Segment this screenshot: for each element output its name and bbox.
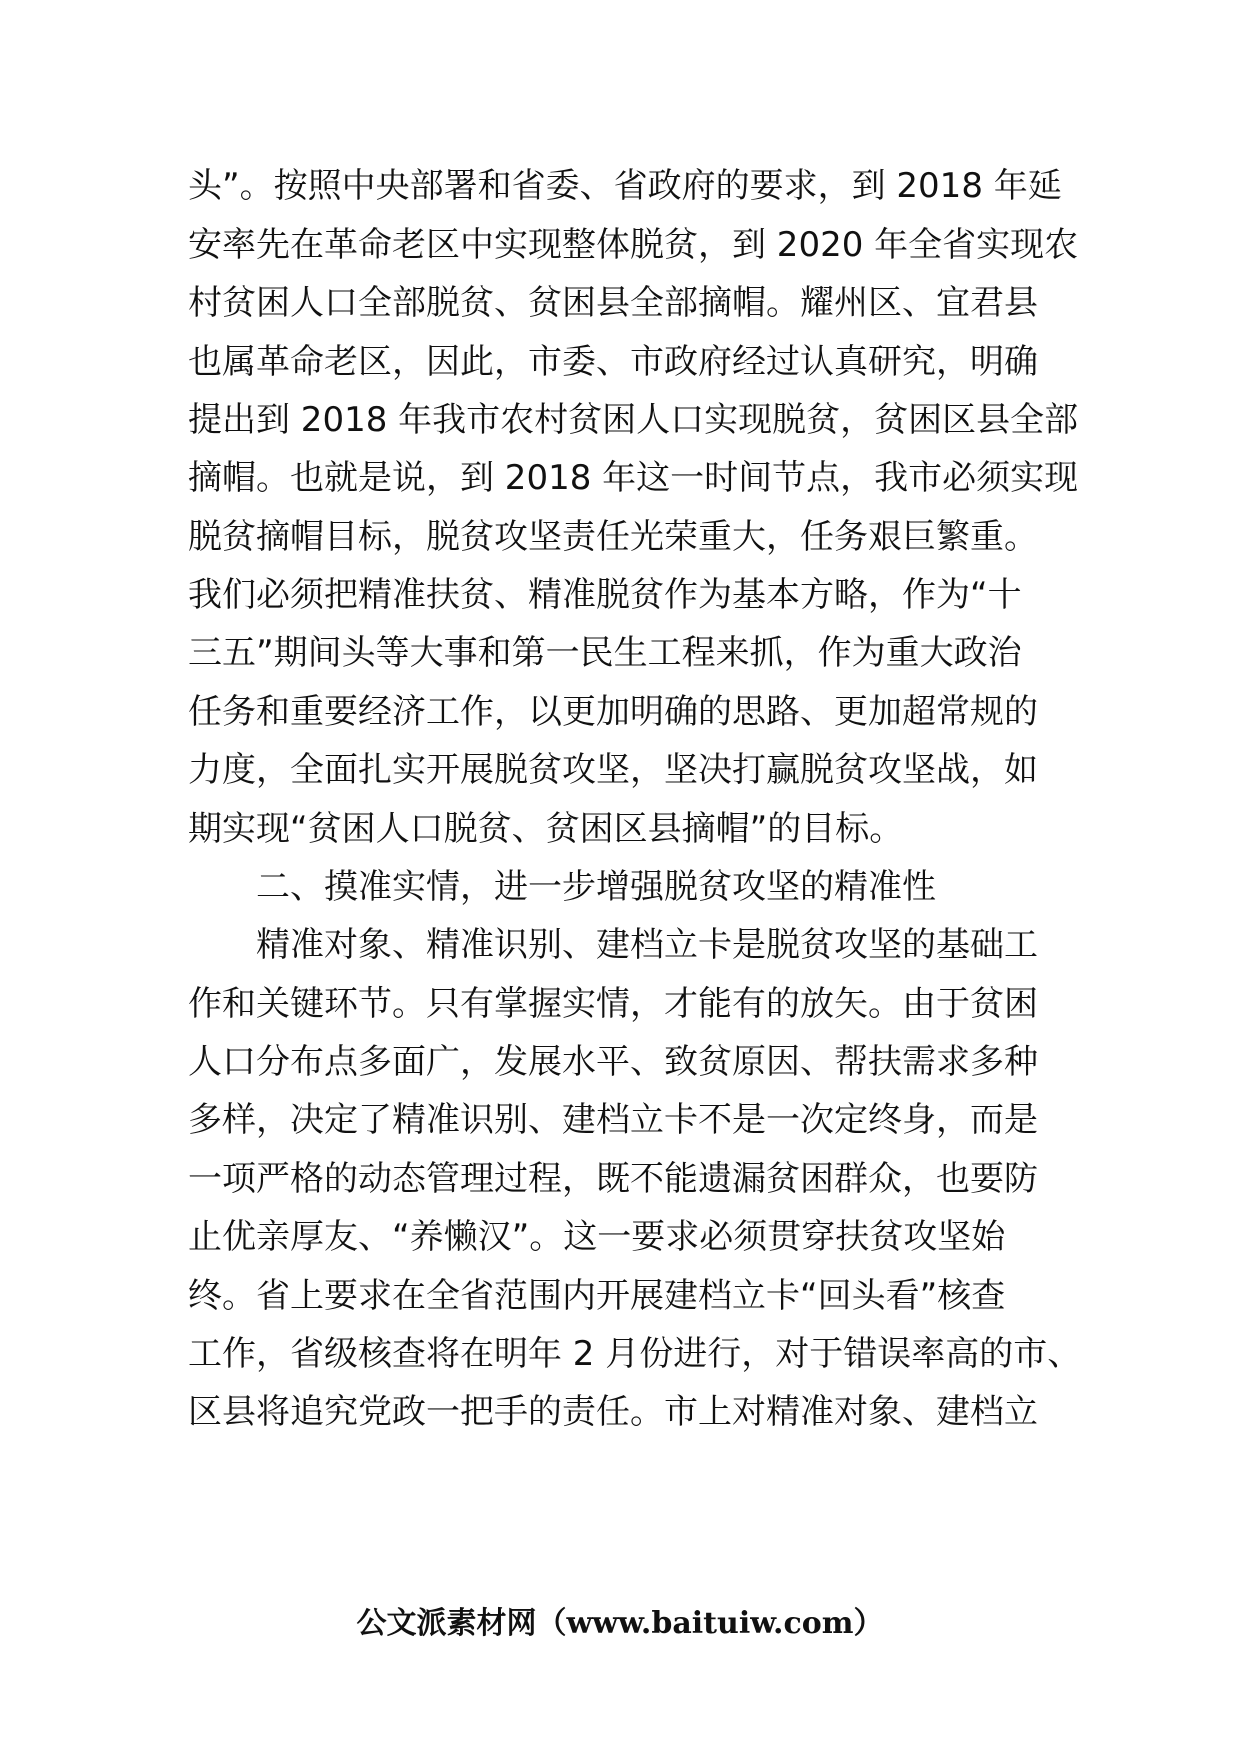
- text-line: 作和关键环节。只有掌握实情，才能有的放矢。由于贫困: [188, 984, 1038, 1024]
- text-line: 期实现“贫困人口脱贫、贫困区县摘帽”的目标。: [188, 809, 904, 849]
- text-line: 头”。按照中央部署和省委、省政府的要求，到 2018 年延: [188, 166, 1062, 206]
- text-line: 精准对象、精准识别、建档立卡是脱贫攻坚的基础工: [188, 925, 1038, 965]
- text-line: 摘帽。也就是说，到 2018 年这一时间节点，我市必须实现: [188, 458, 1079, 498]
- text-line: 三五”期间头等大事和第一民生工程来抓，作为重大政治: [188, 633, 1022, 673]
- text-line: 安率先在革命老区中实现整体脱贫，到 2020 年全省实现农: [188, 225, 1079, 265]
- footer-source: 公文派素材网（www.baituiw.com）: [356, 1606, 884, 1641]
- text-line: 一项严格的动态管理过程，既不能遗漏贫困群众，也要防: [188, 1159, 1038, 1199]
- text-line: 终。省上要求在全省范围内开展建档立卡“回头看”核查: [188, 1276, 1006, 1316]
- text-line: 也属革命老区，因此，市委、市政府经过认真研究，明确: [188, 342, 1038, 382]
- text-line: 提出到 2018 年我市农村贫困人口实现脱贫，贫困区县全部: [188, 400, 1079, 440]
- text-line: 我们必须把精准扶贫、精准脱贫作为基本方略，作为“十: [188, 575, 1022, 615]
- text-line: 区县将追究党政一把手的责任。市上对精准对象、建档立: [188, 1392, 1038, 1432]
- text-line: 多样，决定了精准识别、建档立卡不是一次定终身，而是: [188, 1100, 1038, 1140]
- section-heading: 二、摸准实情，进一步增强脱贫攻坚的精准性: [188, 867, 936, 907]
- text-line: 人口分布点多面广，发展水平、致贫原因、帮扶需求多种: [188, 1042, 1038, 1082]
- text-line: 工作，省级核查将在明年 2 月份进行，对于错误率高的市、: [188, 1334, 1082, 1374]
- text-line: 脱贫摘帽目标，脱贫攻坚责任光荣重大，任务艰巨繁重。: [188, 517, 1038, 557]
- text-line: 村贫困人口全部脱贫、贫困县全部摘帽。耀州区、宜君县: [188, 283, 1038, 323]
- text-line: 任务和重要经济工作，以更加明确的思路、更加超常规的: [188, 692, 1038, 732]
- text-line: 力度，全面扎实开展脱贫攻坚，坚决打赢脱贫攻坚战，如: [188, 750, 1038, 790]
- text-line: 止优亲厚友、“养懒汉”。这一要求必须贯穿扶贫攻坚始: [188, 1217, 1006, 1257]
